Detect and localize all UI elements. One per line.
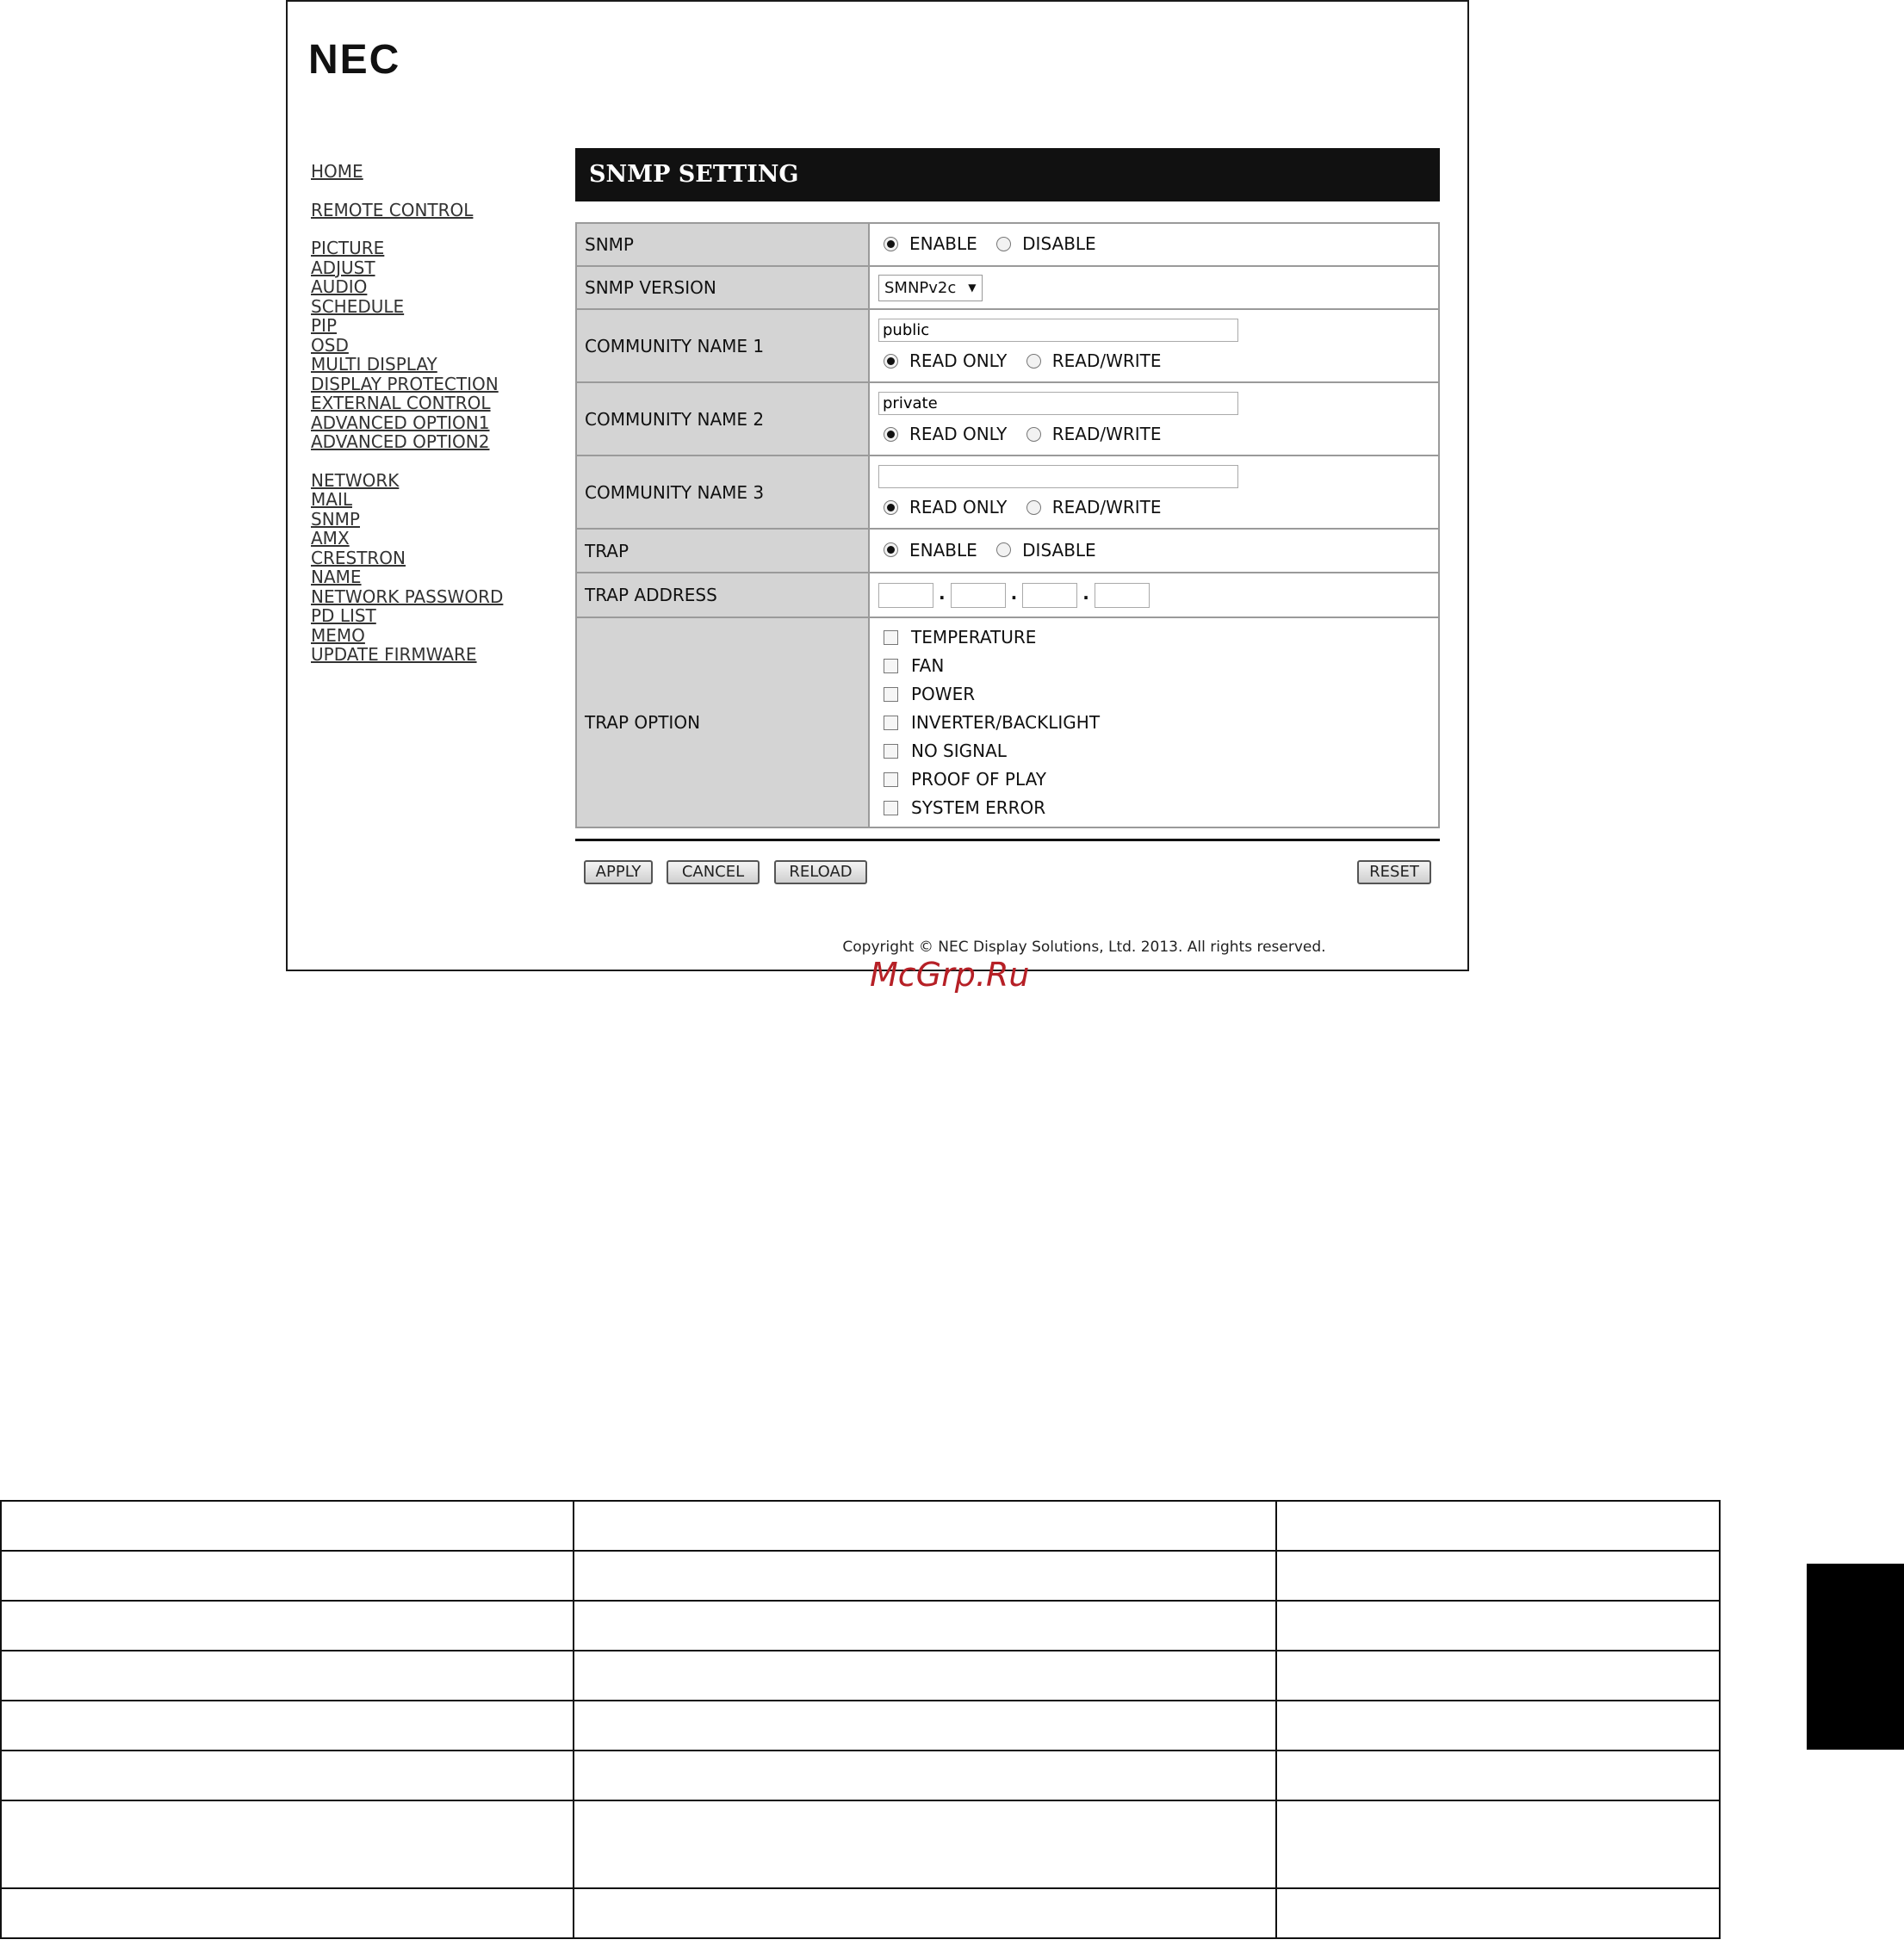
ip-separator: . <box>1082 582 1089 604</box>
nav-link-memo[interactable]: MEMO <box>311 624 365 646</box>
nav-link-external-control[interactable]: EXTERNAL CONTROL <box>311 393 491 413</box>
row-trap <box>576 529 1439 573</box>
nav-link-update-firmware[interactable]: UPDATE FIRMWARE <box>311 644 477 665</box>
trap-address-octet-3[interactable] <box>1022 583 1077 608</box>
table-cell <box>1276 1651 1721 1701</box>
table-cell <box>1 1888 574 1938</box>
community-2-read-write-label: READ/WRITE <box>1051 424 1162 445</box>
community-name-2-input[interactable] <box>878 392 1238 415</box>
table-cell <box>1276 1751 1721 1800</box>
table-row <box>1 1751 1720 1800</box>
nav-link-mail[interactable]: MAIL <box>311 489 352 510</box>
table-row <box>1 1651 1720 1701</box>
nav-link-home[interactable]: HOME <box>311 161 363 182</box>
page-title: SNMP SETTING <box>575 148 1440 201</box>
row-community-1 <box>576 309 1439 382</box>
trap-option-fan-checkbox[interactable] <box>884 659 898 673</box>
trap-address-octet-1[interactable] <box>878 583 933 608</box>
row-community-3 <box>576 455 1439 529</box>
table-row <box>1 1501 1720 1551</box>
trap-disable-label: DISABLE <box>1022 539 1096 561</box>
nav-link-schedule[interactable]: SCHEDULE <box>311 295 405 317</box>
nav-link-adjust[interactable]: ADJUST <box>311 257 375 278</box>
snmp-disable-label: DISABLE <box>1022 233 1096 255</box>
snmp-version-value: SMNPv2c <box>884 278 957 297</box>
nav-link-network-password[interactable]: NETWORK PASSWORD <box>311 586 504 607</box>
community-name-3-input[interactable] <box>878 465 1238 488</box>
snmp-enable-radio[interactable] <box>884 237 898 251</box>
nav-link-multi-display[interactable]: MULTI DISPLAY <box>311 354 437 375</box>
table-cell <box>574 1800 1275 1888</box>
community-3-read-only-label: READ ONLY <box>909 497 1008 518</box>
community-3-read-write-radio[interactable] <box>1026 500 1041 515</box>
table-cell <box>574 1701 1275 1751</box>
nav-link-amx[interactable]: AMX <box>311 528 350 548</box>
row-trap-option <box>576 617 1439 827</box>
trap-option-inverter-backlight-checkbox[interactable] <box>884 716 898 730</box>
copyright-text: Copyright © NEC Display Solutions, Ltd. 2013. All rights reserved. <box>842 939 1326 956</box>
table-cell <box>1 1601 574 1651</box>
row-trap-address <box>576 573 1439 617</box>
trap-disable-radio[interactable] <box>996 542 1011 557</box>
table-cell <box>1 1751 574 1800</box>
table-cell <box>1276 1800 1721 1888</box>
nav-link-audio[interactable]: AUDIO <box>311 276 368 297</box>
reload-button[interactable]: RELOAD <box>774 860 867 884</box>
table-cell <box>1276 1888 1721 1938</box>
nav-link-pd-list[interactable]: PD LIST <box>311 605 376 626</box>
trap-option-fan-label: FAN <box>911 655 945 676</box>
table-cell <box>574 1501 1275 1551</box>
snmp-label: SNMP <box>576 223 869 266</box>
button-bar <box>575 841 1440 884</box>
chevron-down-icon: ▼ <box>968 282 977 294</box>
snmp-version-label: SNMP VERSION <box>576 266 869 309</box>
trap-address-octet-2[interactable] <box>951 583 1006 608</box>
community-1-read-write-radio[interactable] <box>1026 354 1041 369</box>
trap-option-power-checkbox[interactable] <box>884 687 898 702</box>
trap-address-octet-4[interactable] <box>1095 583 1150 608</box>
document-table <box>0 1500 1721 1939</box>
community-1-read-only-label: READ ONLY <box>909 350 1008 372</box>
table-cell <box>574 1751 1275 1800</box>
table-cell <box>1276 1501 1721 1551</box>
trap-option-inverter-backlight-label: INVERTER/BACKLIGHT <box>911 712 1101 733</box>
table-row <box>1 1888 1720 1938</box>
table-row <box>1 1701 1720 1751</box>
trap-address-label: TRAP ADDRESS <box>576 573 869 617</box>
snmp-version-select[interactable] <box>878 275 983 301</box>
community-2-read-only-label: READ ONLY <box>909 424 1008 445</box>
trap-option-label: TRAP OPTION <box>576 617 869 827</box>
community-3-read-only-radio[interactable] <box>884 500 898 515</box>
nav-link-snmp[interactable]: SNMP <box>311 508 360 530</box>
table-cell <box>1276 1551 1721 1601</box>
snmp-value <box>869 223 1439 266</box>
table-cell <box>1 1800 574 1888</box>
browser-frame <box>286 0 1469 971</box>
nav-link-network[interactable]: NETWORK <box>311 469 400 491</box>
snmp-disable-radio[interactable] <box>996 237 1011 251</box>
table-cell <box>1276 1701 1721 1751</box>
community-name-1-label: COMMUNITY NAME 1 <box>576 309 869 382</box>
community-2-read-only-radio[interactable] <box>884 427 898 442</box>
trap-label: TRAP <box>576 529 869 573</box>
table-cell <box>574 1888 1275 1938</box>
community-name-3-label: COMMUNITY NAME 3 <box>576 455 869 529</box>
table-cell <box>574 1651 1275 1701</box>
nec-logo: NEC <box>308 37 401 83</box>
apply-button[interactable]: APPLY <box>584 860 653 884</box>
trap-option-proof-of-play-label: PROOF OF PLAY <box>911 769 1046 790</box>
row-community-2 <box>576 382 1439 455</box>
snmp-enable-label: ENABLE <box>909 233 977 255</box>
row-snmp-version <box>576 266 1439 309</box>
community-name-2-label: COMMUNITY NAME 2 <box>576 382 869 455</box>
trap-option-no-signal-checkbox[interactable] <box>884 744 898 759</box>
table-cell <box>574 1551 1275 1601</box>
nav-link-advanced-option1[interactable]: ADVANCED OPTION1 <box>311 412 490 433</box>
community-1-read-write-label: READ/WRITE <box>1051 350 1162 372</box>
table-cell <box>574 1601 1275 1651</box>
nav-link-pip[interactable]: PIP <box>311 315 338 336</box>
trap-option-proof-of-play-checkbox[interactable] <box>884 772 898 787</box>
trap-option-system-error-label: SYSTEM ERROR <box>911 797 1046 818</box>
trap-enable-label: ENABLE <box>909 539 977 561</box>
main-panel <box>575 148 1440 884</box>
ip-separator: . <box>939 582 946 604</box>
trap-option-no-signal-label: NO SIGNAL <box>911 741 1007 761</box>
trap-enable-radio[interactable] <box>884 542 898 557</box>
nav-link-display-protection[interactable]: DISPLAY PROTECTION <box>311 373 499 394</box>
table-row <box>1 1551 1720 1601</box>
table-cell <box>1 1501 574 1551</box>
community-2-read-write-radio[interactable] <box>1026 427 1041 442</box>
nav-link-advanced-option2[interactable]: ADVANCED OPTION2 <box>311 431 490 452</box>
watermark: McGrp.Ru <box>870 956 1030 994</box>
nav-link-remote-control[interactable]: REMOTE CONTROL <box>311 199 474 220</box>
community-name-1-input[interactable] <box>878 319 1238 342</box>
community-3-read-write-label: READ/WRITE <box>1051 497 1162 518</box>
table-cell <box>1 1551 574 1601</box>
sidebar-nav <box>311 162 503 665</box>
table-cell <box>1276 1601 1721 1651</box>
table-row <box>1 1800 1720 1888</box>
section-tab <box>1807 1564 1904 1750</box>
ip-separator: . <box>1010 582 1018 604</box>
table-row <box>1 1601 1720 1651</box>
trap-option-temperature-label: TEMPERATURE <box>911 627 1037 648</box>
community-1-read-only-radio[interactable] <box>884 354 898 369</box>
nav-link-crestron[interactable]: CRESTRON <box>311 547 406 568</box>
nav-link-name[interactable]: NAME <box>311 567 362 587</box>
table-cell <box>1 1701 574 1751</box>
nav-link-osd[interactable]: OSD <box>311 334 349 356</box>
nav-link-picture[interactable]: PICTURE <box>311 238 385 258</box>
row-snmp <box>576 223 1439 266</box>
reset-button[interactable]: RESET <box>1357 860 1431 884</box>
table-cell <box>1 1651 574 1701</box>
cancel-button[interactable]: CANCEL <box>667 860 760 884</box>
trap-option-temperature-checkbox[interactable] <box>884 630 898 645</box>
trap-option-system-error-checkbox[interactable] <box>884 801 898 815</box>
trap-option-power-label: POWER <box>911 684 976 704</box>
snmp-settings-table <box>575 222 1440 828</box>
